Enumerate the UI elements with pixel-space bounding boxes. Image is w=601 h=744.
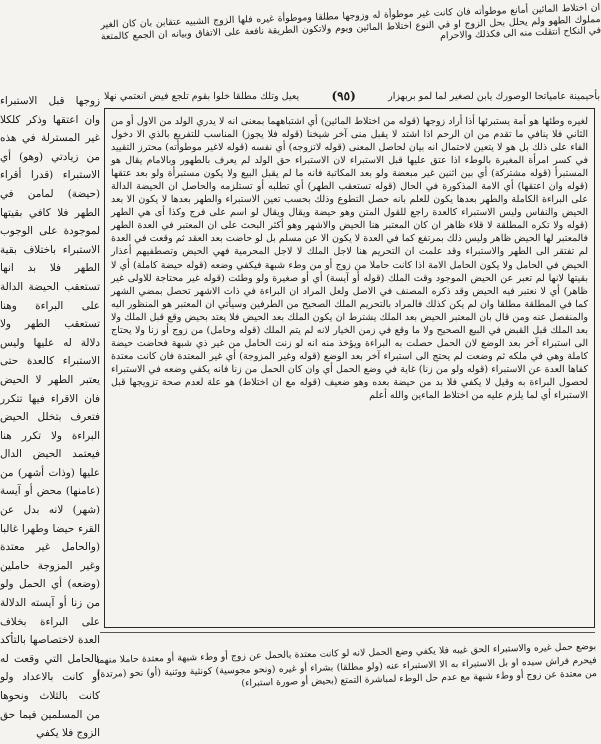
main-commentary-text-wrap — [111, 115, 588, 621]
top-gloss-text: ان اختلاط المائين أمانع موطوأته فان كانت غير موطوأة له وزوجها مطلقا وموطوأة غيره فلها الزوج الشبيه عتقابن بان كان الغير مملوك الطهو ولم يحلل بحل الزوج او في النوع اختلاط المائين ويوم ولاتكون الطريقة نافعة على الاتفاق وبيانه ان الجمع كالمتعة في النكاح انتقلت منه الى فكذلك والاحرام — [100, 2, 601, 43]
page-number: (٩٥) — [331, 89, 356, 103]
lower-text-paragraph: بوضع حمل غيره والاستبراء الحق غيبه فلا يكفي وضع الحمل لانه لو كانت معتدة بالحمل عن زوج أو وطء شبهة أو معتدة حاملا منهما فيحرم فراش سيده او بل الاستبراء به الا الاستبراء عنه (ولو مطلقا) بشراء أو غيره (ونحو مجوسية) كونثية ووثنية (أو) نحو (مرتدة) من معتدة عن زوج أو وطء شبهة مع عدم حل الوطء لمباشرة التمتع (بحيض أو صورة استبراء) — [96, 640, 598, 690]
side-column-text: زوجها قبل الاستبراء وان اعتقها وذكر كلكلا غير المسترلة في هذه من زيادتي (وهو) أي الاستبراء (قدرا أقراء (حيضة) لمامن في الطهر فلا كافي بقيتها لموجودة على الوجوب الاستبراء باختلاف بقية الطهر فلا بد انها تستعقب الحيضة الدالة على البراءة وهنا تستعقب الطهر ولا دلالة له عليها وليس الاستبراء كالعدة حتى يعتبر الطهر لا الحيض فان الاقراء فيها تتكرر فتعرف بتخلل الحيض البراءة ولا تكرر هنا فيعتمد الحيض الدال عليها (وذات أشهر) من (عامنها) محض أو آيسة (شهر) لانه بدل عن القرء حيضا وطهرا غالبا (والحامل غير معتدة وغير المزوجة حاملين (وضعه) أي الحمل ولو من زنا أو آيسته الدلالة على البراءة بخلاف العدة لاختصاصها بالتأكد بالحامل التي وقعت له أو كانت بالاعداد ولو كانت بالثلاث ونحوها من المسلمين فيما حق الزوج فلا يكفي — [0, 95, 100, 740]
separator-rule — [100, 632, 595, 633]
lower-main-text — [96, 640, 598, 744]
header-left-text: يعيل وتلك مطلقا خلوا بقوم تلجع فيض انعتمي نهلا — [104, 90, 300, 102]
header-right-text: بأحيمينة عامياتحا الوصورك يابن لصغير لما لمو بربهزار — [388, 90, 600, 102]
running-header — [104, 86, 600, 106]
side-marginal-column — [0, 92, 100, 740]
top-marginal-gloss — [100, 2, 601, 81]
main-commentary-box — [104, 108, 595, 628]
main-commentary-text: لغيره وطئها هو أمة يستبرئها أذا أراد زوجها (قوله من اختلاط المائين) أي اشتباههما بمعنى انه لا يدري الولد من الاول أو من الثاني فلا ينافي ما تقدم من ان الرحم اذا اشتد لا يقبل منى آخر شيخنا (قوله فلا يجوز) المناسب للتفريع بالذي الا دخول الفاء على ذلك بل هو لا يتعين لاحتمال انه بيان لحاصل المعنى (قوله لاتزوجه) أي نفسه (قوله لاغير موطوأته) محترز التقييد في كسر امرأة المغيرة بالوطء اذا عتق عليها قبل الاستبراء لان الاستبراء حق الولد لم يعرف بالطهور وبالامام يقال هو المستبرأ (قوله مشتركة) أي بين اثنين غير مبعضة ولو بعد المكاتبة فانه ما لم يقبل البيع ولا يكون مستبرأة ولو بعد عتقها (قوله وان اعتقها) أي الامة المذكورة في الحال (قوله تستعقب الطهر) أي تطلبه أو تستلزمه والحاصل ان الحيضة الدالة على البراءة الكاملة والطهر بعدها يكون للعلم بانه حصل التطوع وذلك بحسب تعين الاستبراء والطهر بعدها لا يكون الا بعد الحيض والنفاس وليس الاستبراء كالعدة راجع للقول المتن وهو حيضة ويقال ويقال لو اسم على فرج وكذا أى هي الطهر (قوله ولا تكره المطلقة لا قلاء ظاهر ان كان المعتبر هنا الحيض والاشهر وهو أكثر البحث على ان المعتبر في العدة الطهر فالمعتبر لها الحيض ظاهر وليس ذلك بمرتفع كما في العدة لا يكون الا عن مسلم بل لو حاضت بعد العقد ثم وقعت في العدة لم تفتقر الى الطهر والاستبراء وقد علمت ان التحريم هنا لاجل الملك لا لاجل المحرمية فهي الحيض وتصطفيهم أعذار الحيض في الحامل ولا يكون الحامل الامة اذا كانت حاملا من زوج أو من وطء شبهة فيكفي وضعه (قوله حيضة كاملة) أي لا بقيتها لانها لم تعبر عن الحيض الموجود وقت الملك (قوله أو آيسة) أي أو صغيرة ولو وطئت (قوله غير محتاجة للاولى غير ظاهر) أي لا نعتبر فيه الحيض وقد ذكره المصنف في الاصل ولعل المراد ان البراءة في ذات الاشهر تحصل بمضي الشهر كما في المطلقة مطلقا وان لم يكن كذلك فالمراد بالتحريم الملك الصحيح من الطرفين وسيأتي ان المعتبر هو المنظور اليه والمنفصل عنه ومن قال بان المعتبر الحيض بعد الملك يشترط ان يكون الملك بعد الحيض فلا يعتد بحيض وقع قبل الملك ولا بعد الملك قبل القبض في البيع الصحيح ولا ما وقع في زمن الخيار لانه لم يتم الملك (قوله وحامل) من زوج أو زنا ولا يحتاج الى استبراء آخر بعد الوضع لان الحمل حصلت به البراءة ويؤخذ منه انه لو زنت الحامل من غير ذي شبهة فحاضت حيضة كاملة وهي في ملكه ثم وضعت لم يحتج الى استبراء آخر بعد الوضع (قوله وغير المزوجة) أي غير المعتدة فان كانت معتدة كفاها العدة عن الاستبراء (قوله ولو من زنا) غاية في وضع الحمل أي وان كان الحمل من زنا فانه يكفي وضعه في الاستبراء لحصول البراءة به وقيل لا يكفي فلا بد من حيضة بعده وهو ضعيف (قوله مع ان اختلاط) هو علة لعدم صحة تزويجها قبل الاستبراء أي لما يلزم عليه من اختلاط الماءين والله أعلم — [111, 116, 588, 401]
